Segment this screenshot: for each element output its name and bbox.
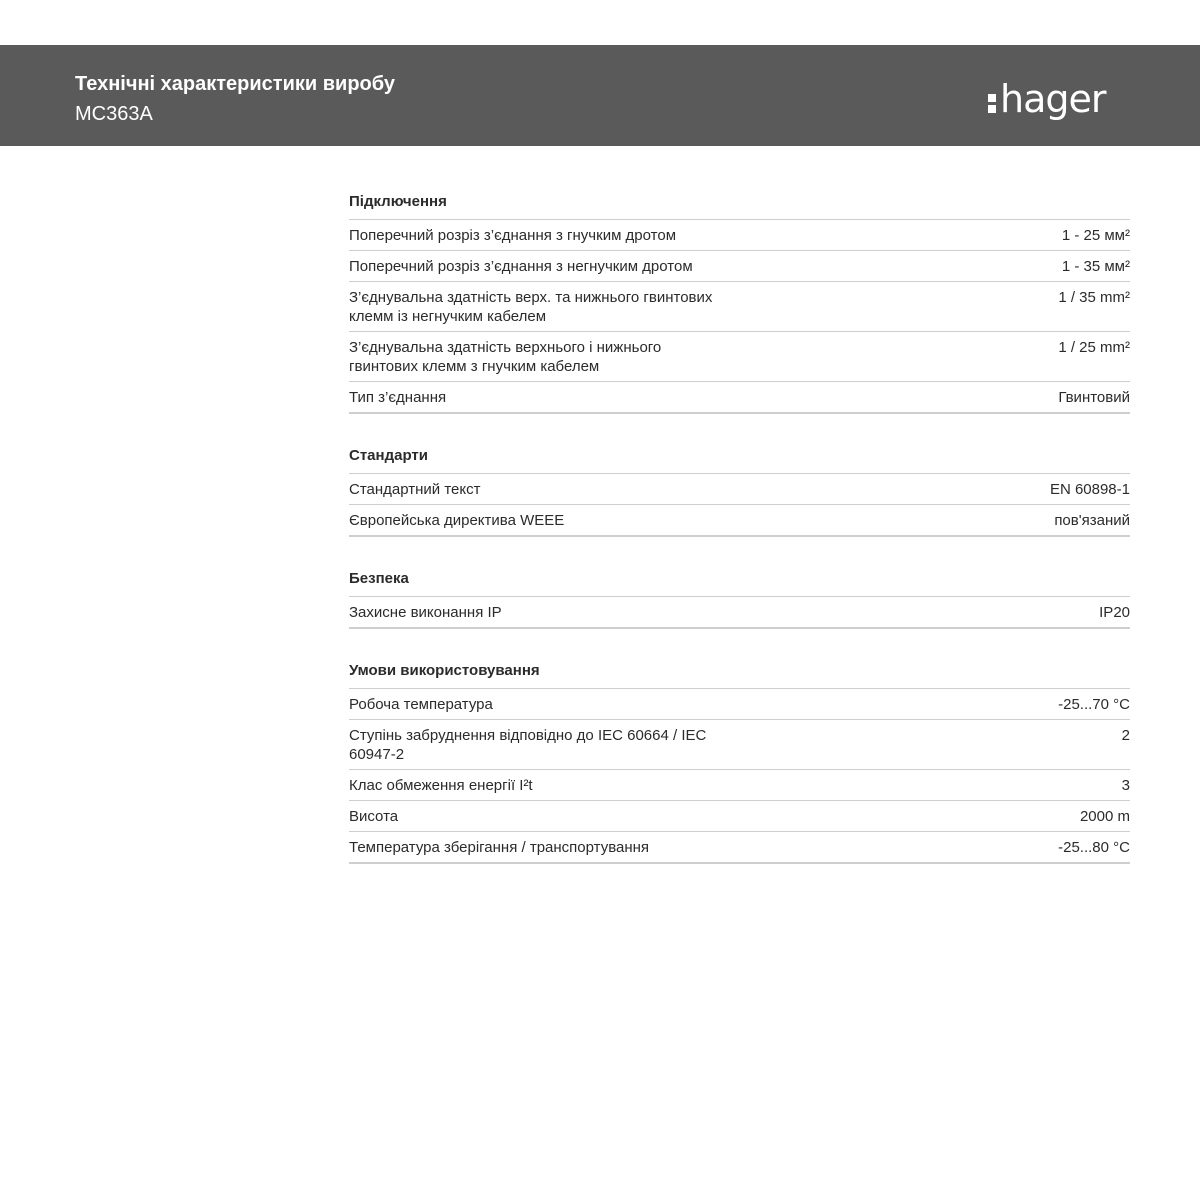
spec-content xyxy=(349,190,1130,894)
page-title: Технічні характеристики виробу xyxy=(75,73,395,95)
spec-row xyxy=(349,689,1130,720)
spec-label: Тип з’єднання xyxy=(349,389,447,406)
spec-value: IP20 xyxy=(1099,604,1130,621)
spec-row xyxy=(349,770,1130,801)
spec-row xyxy=(349,474,1130,505)
spec-row xyxy=(349,332,1130,382)
section-operating-conditions xyxy=(349,659,1130,864)
spec-row xyxy=(349,220,1130,251)
spec-row xyxy=(349,720,1130,770)
spec-label: Стандартний текст xyxy=(349,481,481,498)
spec-value: Гвинтовий xyxy=(1058,389,1130,406)
spec-value: 2 xyxy=(1121,727,1130,744)
spec-row xyxy=(349,505,1130,537)
spec-label: Поперечний розріз з’єднання з негнучким дротом xyxy=(349,258,693,275)
spec-label: Захисне виконання IP xyxy=(349,604,502,621)
page-header xyxy=(0,45,1200,146)
spec-value: -25...70 °C xyxy=(1058,696,1130,713)
spec-row xyxy=(349,282,1130,332)
spec-row xyxy=(349,251,1130,282)
spec-value: пов'язаний xyxy=(1054,512,1130,529)
section-standards xyxy=(349,444,1130,537)
section-title: Умови використовування xyxy=(349,659,1130,689)
spec-label: З’єднувальна здатність верх. та нижнього гвинтових клемм із негнучким кабелем xyxy=(349,289,713,325)
spec-row xyxy=(349,832,1130,864)
spec-label: Ступінь забруднення відповідно до IEC 60664 / IEC 60947-2 xyxy=(349,727,707,763)
section-title: Підключення xyxy=(349,190,1130,220)
spec-label: Поперечний розріз з’єднання з гнучким дротом xyxy=(349,227,677,244)
section-connection xyxy=(349,190,1130,414)
spec-value: 1 - 35 мм² xyxy=(1061,258,1130,275)
hager-logo xyxy=(988,77,1106,121)
spec-label: Клас обмеження енергії I²t xyxy=(349,777,533,794)
logo-text: hager xyxy=(1000,77,1106,121)
section-safety xyxy=(349,567,1130,629)
spec-value: 2000 m xyxy=(1079,808,1130,825)
spec-value: 3 xyxy=(1121,777,1130,794)
spec-value: -25...80 °C xyxy=(1058,839,1130,856)
section-title: Стандарти xyxy=(349,444,1130,474)
spec-label: З’єднувальна здатність верхнього і нижнього гвинтових клемм з гнучким кабелем xyxy=(349,339,662,375)
product-code: MC363A xyxy=(75,103,153,125)
spec-value: 1 - 25 мм² xyxy=(1061,227,1130,244)
spec-row xyxy=(349,801,1130,832)
spec-label: Робоча температура xyxy=(349,696,493,713)
section-title: Безпека xyxy=(349,567,1130,597)
spec-label: Європейська директива WEEE xyxy=(349,512,565,529)
logo-colon-icon xyxy=(988,90,996,116)
spec-label: Температура зберігання / транспортування xyxy=(349,839,650,856)
spec-row xyxy=(349,597,1130,629)
spec-value: 1 / 35 mm² xyxy=(1058,289,1130,306)
spec-value: 1 / 25 mm² xyxy=(1058,339,1130,356)
spec-row xyxy=(349,382,1130,414)
spec-value: EN 60898-1 xyxy=(1049,481,1130,498)
spec-label: Висота xyxy=(349,808,399,825)
